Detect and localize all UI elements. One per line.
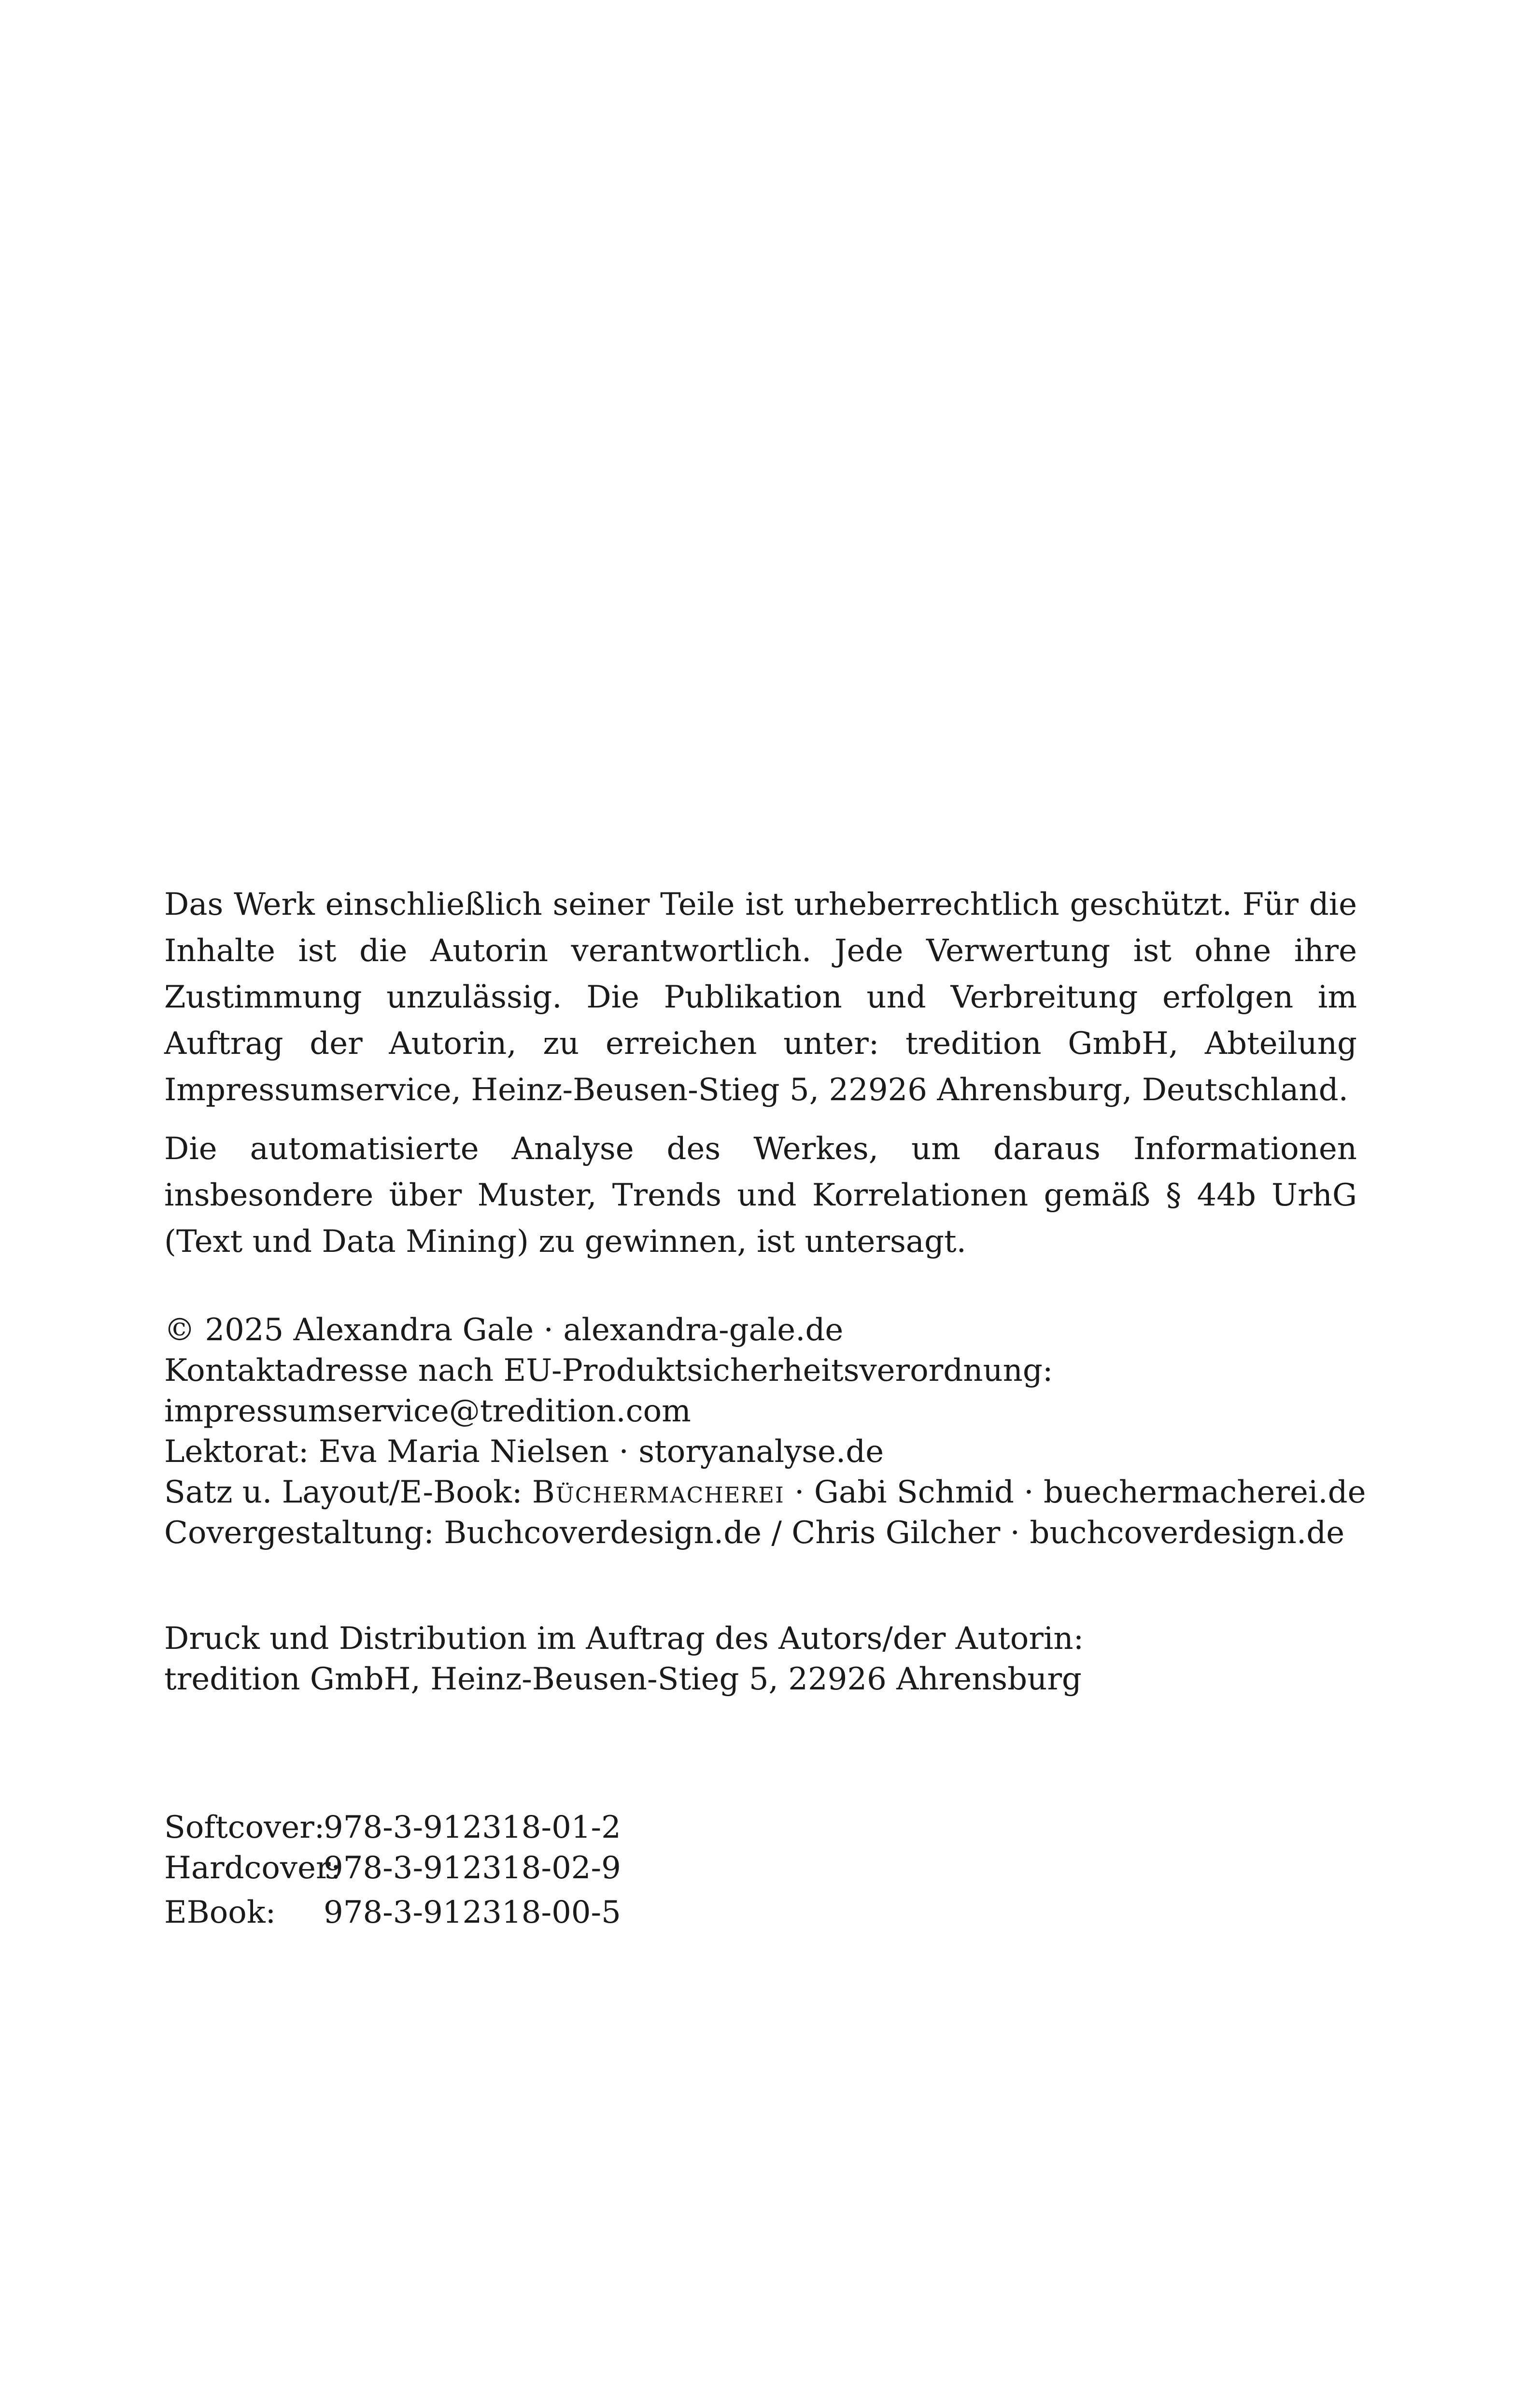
isbn-value: 978-3-912318-02-9: [324, 1850, 621, 1886]
isbn-value: 978-3-912318-00-5: [324, 1895, 621, 1930]
text-data-mining-paragraph: Die automatisierte Analyse des Werkes, um daraus Informationen insbesondere über Muster, Trends und Korrelationen gemäß § 44b UrhG (Text und Data Mining) zu gewinnen, ist untersagt.: [164, 1131, 1357, 1260]
isbn-row-hardcover: [164, 1848, 1357, 1888]
legal-notice: [164, 881, 1357, 1265]
copyright-protection-paragraph: Das Werk einschließlich seiner Teile ist urheberrechtlich geschützt. Für die Inhalte ist die Autorin verantwortlich. Jede Verwertung ist ohne ihre Zustimmung unzulässig. Die Publikation und Verbreitung erfolgen im Auftrag der Autorin, zu erreichen unter: tredition GmbH, Abteilung Impressumservice, Heinz-Beusen-Stieg 5, 22926 Ahrensburg, Deutschland.: [164, 887, 1357, 1108]
isbn-value: 978-3-912318-01-2: [324, 1810, 621, 1845]
layout-suffix: · Gabi Schmid · buechermacherei.de: [784, 1474, 1366, 1510]
isbn-row-softcover: [164, 1807, 1357, 1848]
isbn-list: [164, 1807, 1357, 1933]
layout-credit: [164, 1472, 1366, 1513]
editing-credit: Lektorat: Eva Maria Nielsen · storyanalyse.de: [164, 1434, 884, 1470]
cover-credit: Covergestaltung: Buchcoverdesign.de / Chris Gilcher · buchcoverdesign.de: [164, 1515, 1345, 1551]
layout-prefix: Satz u. Layout/E-Book:: [164, 1474, 532, 1510]
contact-email: impressumservice@tredition.com: [164, 1393, 691, 1429]
contact-label: Kontaktadresse nach EU-Produktsicherheitsverordnung:: [164, 1353, 1053, 1389]
isbn-label: Softcover:: [164, 1810, 325, 1845]
layout-studio: Büchermacherei: [532, 1474, 785, 1510]
print-distribution: [164, 1618, 1357, 1700]
print-line-2: tredition GmbH, Heinz-Beusen-Stieg 5, 22926 Ahrensburg: [164, 1661, 1082, 1697]
isbn-row-ebook: [164, 1892, 1357, 1933]
copyright-line: © 2025 Alexandra Gale · alexandra-gale.de: [164, 1312, 844, 1348]
isbn-label: Hardcover:: [164, 1850, 341, 1886]
isbn-label: EBook:: [164, 1895, 276, 1930]
credits-block: [164, 1310, 1366, 1553]
print-line-1: Druck und Distribution im Auftrag des Autors/der Autorin:: [164, 1621, 1084, 1657]
